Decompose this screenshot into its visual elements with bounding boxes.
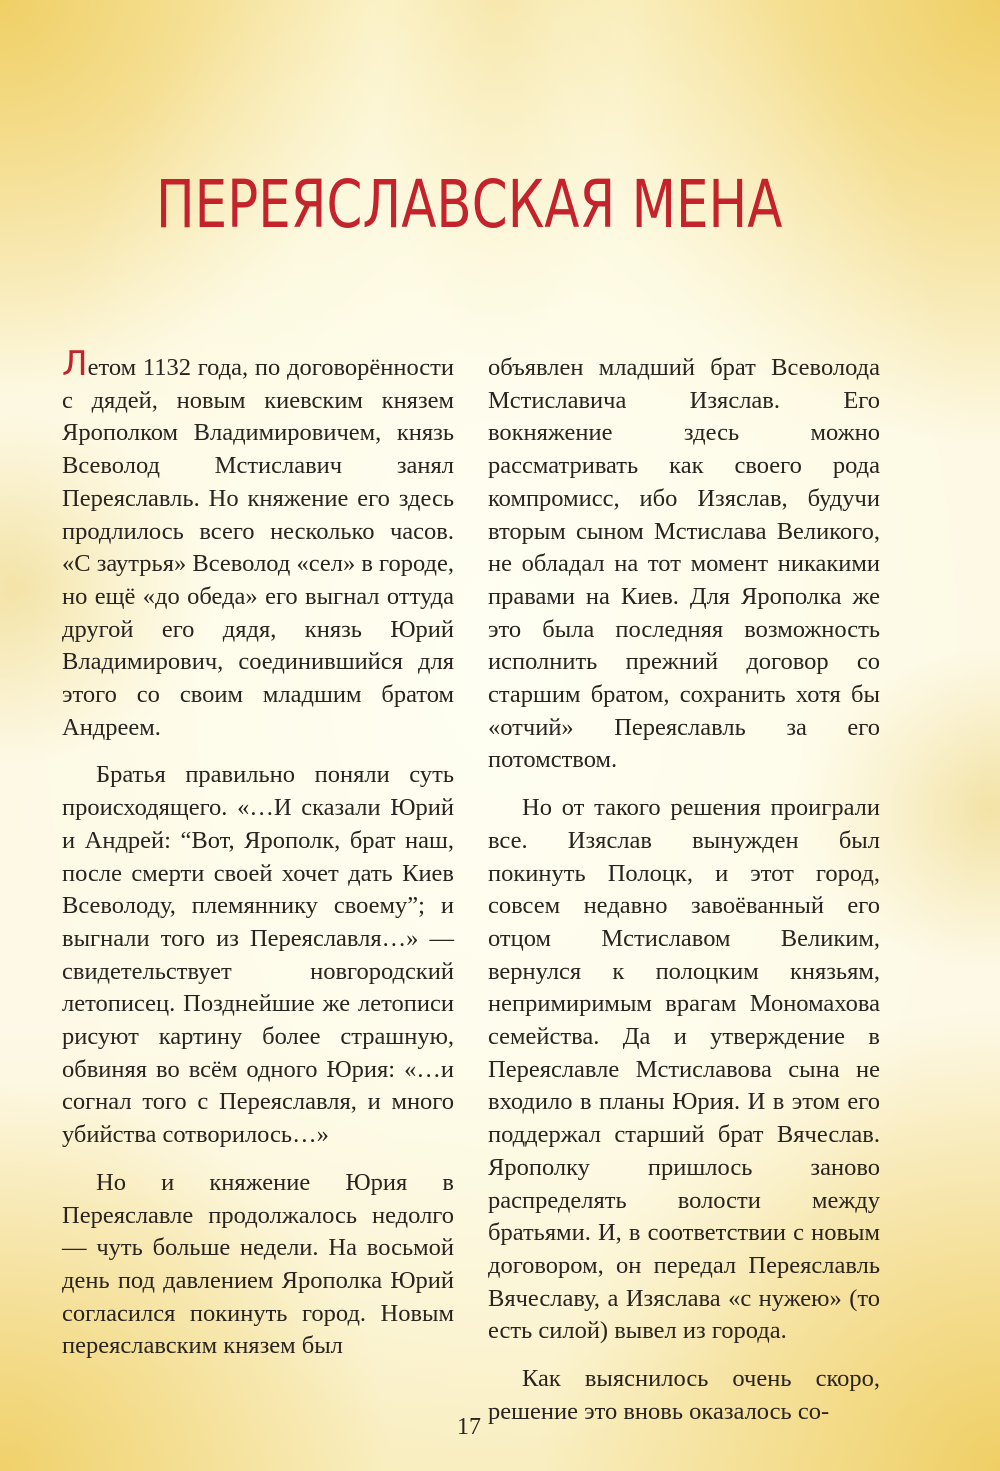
paragraph — [62, 344, 454, 744]
paragraph: Но и княжение Юрия в Переяславле продолжалось недолго — чуть больше недели. На восьмой день под давлением Ярополка Юрий согласился покинуть город. Новым переяславским князем был — [62, 1168, 454, 1360]
left-column — [62, 344, 454, 1363]
drop-cap: Л — [62, 344, 88, 384]
paragraph-text: етом 1132 года, по договорённости с дядей, новым киевским князем Ярополком Владимировичем, князь Всеволод Мстиславич занял Переяславль. Но княжение его здесь продлилось всего несколько часов. «С заутрья» Всеволод «сел» в городе, но ещё «до обеда» его выгнал оттуда другой его дядя, князь Юрий Владимирович, соединившийся для этого со своим младшим братом Андреем. — [62, 354, 454, 741]
page-number: 17 — [457, 1414, 481, 1440]
paragraph: объявлен младший брат Всеволода Мстиславича Изяслав. Его вокняжение здесь можно рассматривать как своего рода компромисс, ибо Изяслав, будучи вторым сыном Мстислава Великого, не обладал на тот момент никакими правами на Киев. Для Ярополка же это была последняя возможность исполнить прежний договор со старшим братом, сохранить хотя бы «отчий» Переяславль за его потомством. — [488, 354, 880, 774]
paragraph: Как выяснилось очень скоро, решение это вновь оказалось со- — [488, 1365, 880, 1425]
right-column — [488, 352, 880, 1429]
paragraph: Братья правильно поняли суть происходящего. «…И сказали Юрий и Андрей: “Вот, Ярополк, брат наш, после смерти своей хочет дать Киев Всеволоду, племяннику своему”; и выгнали того из Переяславля…» — свидетельствует новгородский летописец. Позднейшие же летописи рисуют картину более страшную, обвиняя во всём одного Юрия: «…и согнал того с Переяславля, и много убийства сотворилось…» — [62, 761, 454, 1149]
page-title: ПЕРЕЯСЛАВСКАЯ МЕНА — [155, 166, 783, 243]
paragraph: Но от такого решения проиграли все. Изяслав вынужден был покинуть Полоцк, и этот город, совсем недавно завоёванный его отцом Мстиславом Великим, вернулся к полоцким князьям, непримиримым врагам Мономахова семейства. Да и утверждение в Переяславле Мстиславова сына не входило в планы Юрия. И в этом его поддержал старший брат Вячеслав. Ярополку пришлось заново распределять волости между братьями. И, в соответствии с новым договором, он передал Переяславль Вячеславу, а Изяслава «с нужею» (то есть силой) вывел из города. — [488, 794, 880, 1345]
